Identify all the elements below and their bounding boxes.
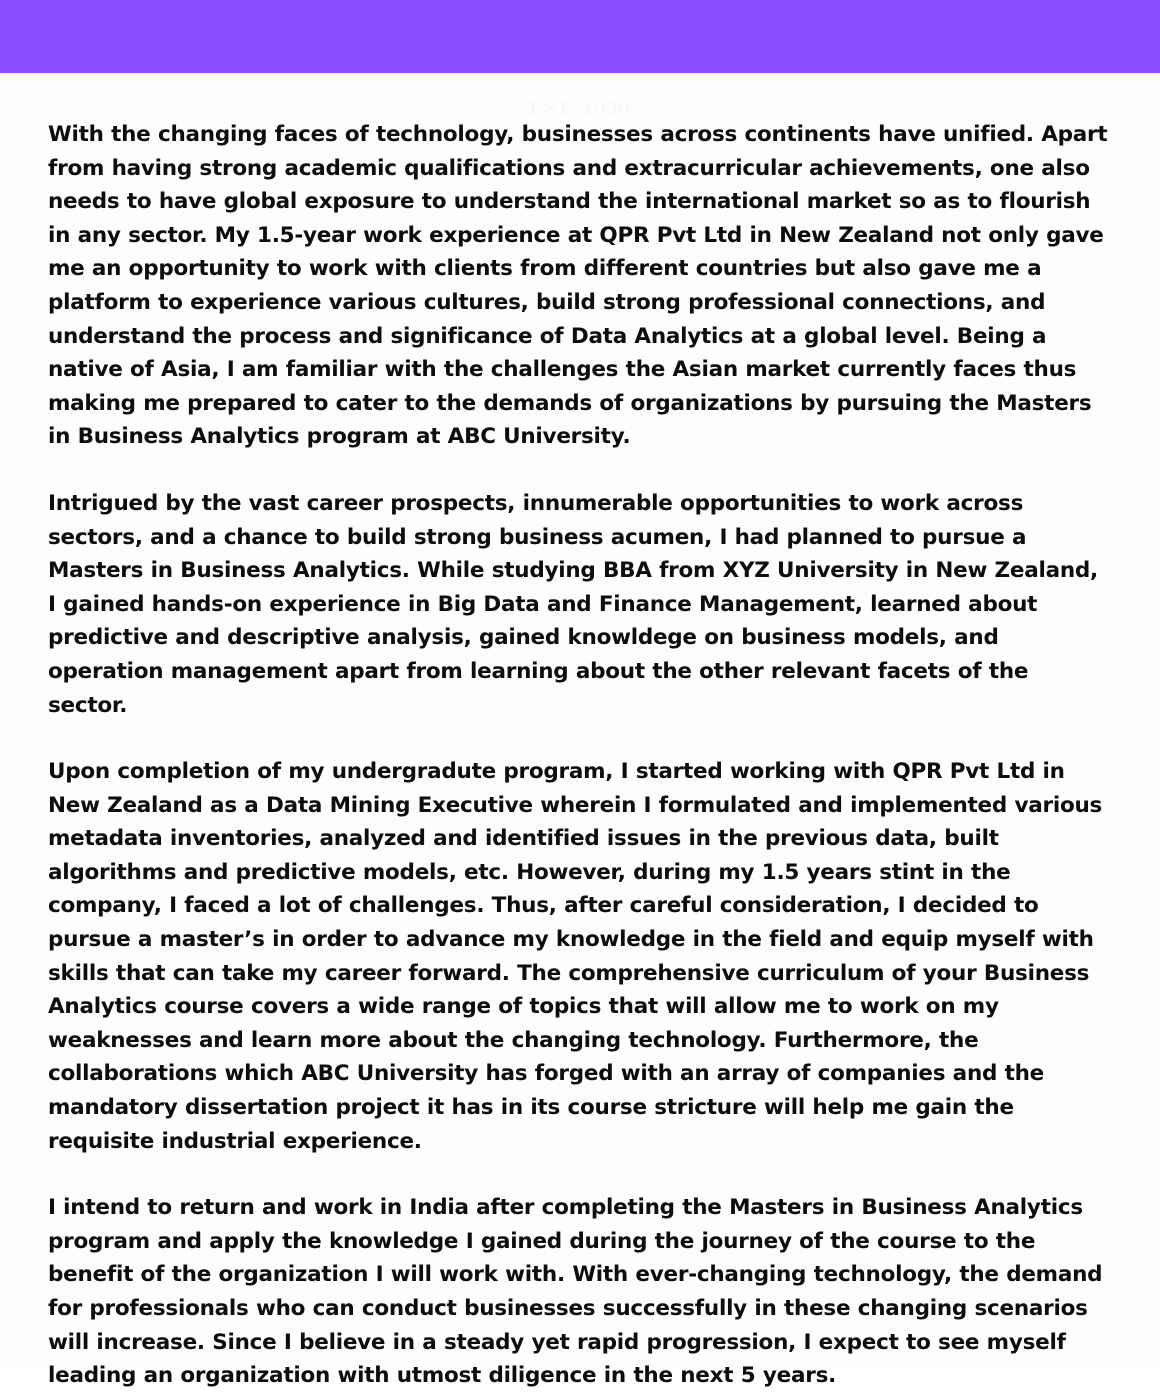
paragraph-2: Intrigued by the vast career prospects, innumerable opportunities to work across sectors, and a chance to build strong business acumen, I had planned to pursue a Masters in Business Analytics. While studying BBA from XYZ University in New Zealand, I gained hands-on experience in Big Data and Finance Management, learned about predictive and descriptive analysis, gained knowldege on business models, and operation management apart from learning about the other relevant facets of the sector.	[48, 490, 1098, 718]
paragraph-1: With the changing faces of technology, businesses across continents have unified. Apart from having strong academic qualifications and extracurricular achievements, one also needs to have global exposure to understand the international market so as to flourish in any sector. My 1.5-year work experience at QPR Pvt Ltd in New Zealand not only gave me an opportunity to work with clients from different countries but also gave me a platform to experience various cultures, build strong professional connections, and understand the process and significance of Data Analytics at a global level. Being a native of Asia, I am familiar with the challenges the Asian market currently faces thus making me prepared to cater to the demands of organizations by pursuing the Masters in Business Analytics program at ABC University.	[48, 122, 1108, 450]
paragraph-4: I intend to return and work in India after completing the Masters in Business Analytics program and apply the knowledge I gained during the journey of the course to the benefit of the organization I will work with. With ever-changing technology, the demand for professionals who can conduct businesses successfully in these changing scenarios will increase. Since I believe in a steady yet rapid progression, I expect to see myself leading an organization with utmost diligence in the next 5 years.	[48, 1195, 1103, 1389]
paragraph-3: Upon completion of my undergradute program, I started working with QPR Pvt Ltd in New Zealand as a Data Mining Executive wherein I formulated and implemented various metadata inventories, analyzed and identified issues in the previous data, built algorithms and predictive models, etc. However, during my 1.5 years stint in the company, I faced a lot of challenges. Thus, after careful consideration, I decided to pursue a master’s in order to advance my knowledge in the field and equip myself with skills that can take my career forward. The comprehensive curriculum of your Business Analytics course covers a wide range of topics that will allow me to work on my weaknesses and learn more about the changing technology. Furthermore, the collaborations which ABC University has forged with an array of companies and the mandatory dissertation project it has in its course stricture will help me gain the requisite industrial experience.	[48, 759, 1103, 1154]
top-purple-banner	[0, 0, 1160, 73]
letter-body	[48, 118, 1108, 1393]
est-watermark: EST. 1990	[529, 96, 631, 120]
